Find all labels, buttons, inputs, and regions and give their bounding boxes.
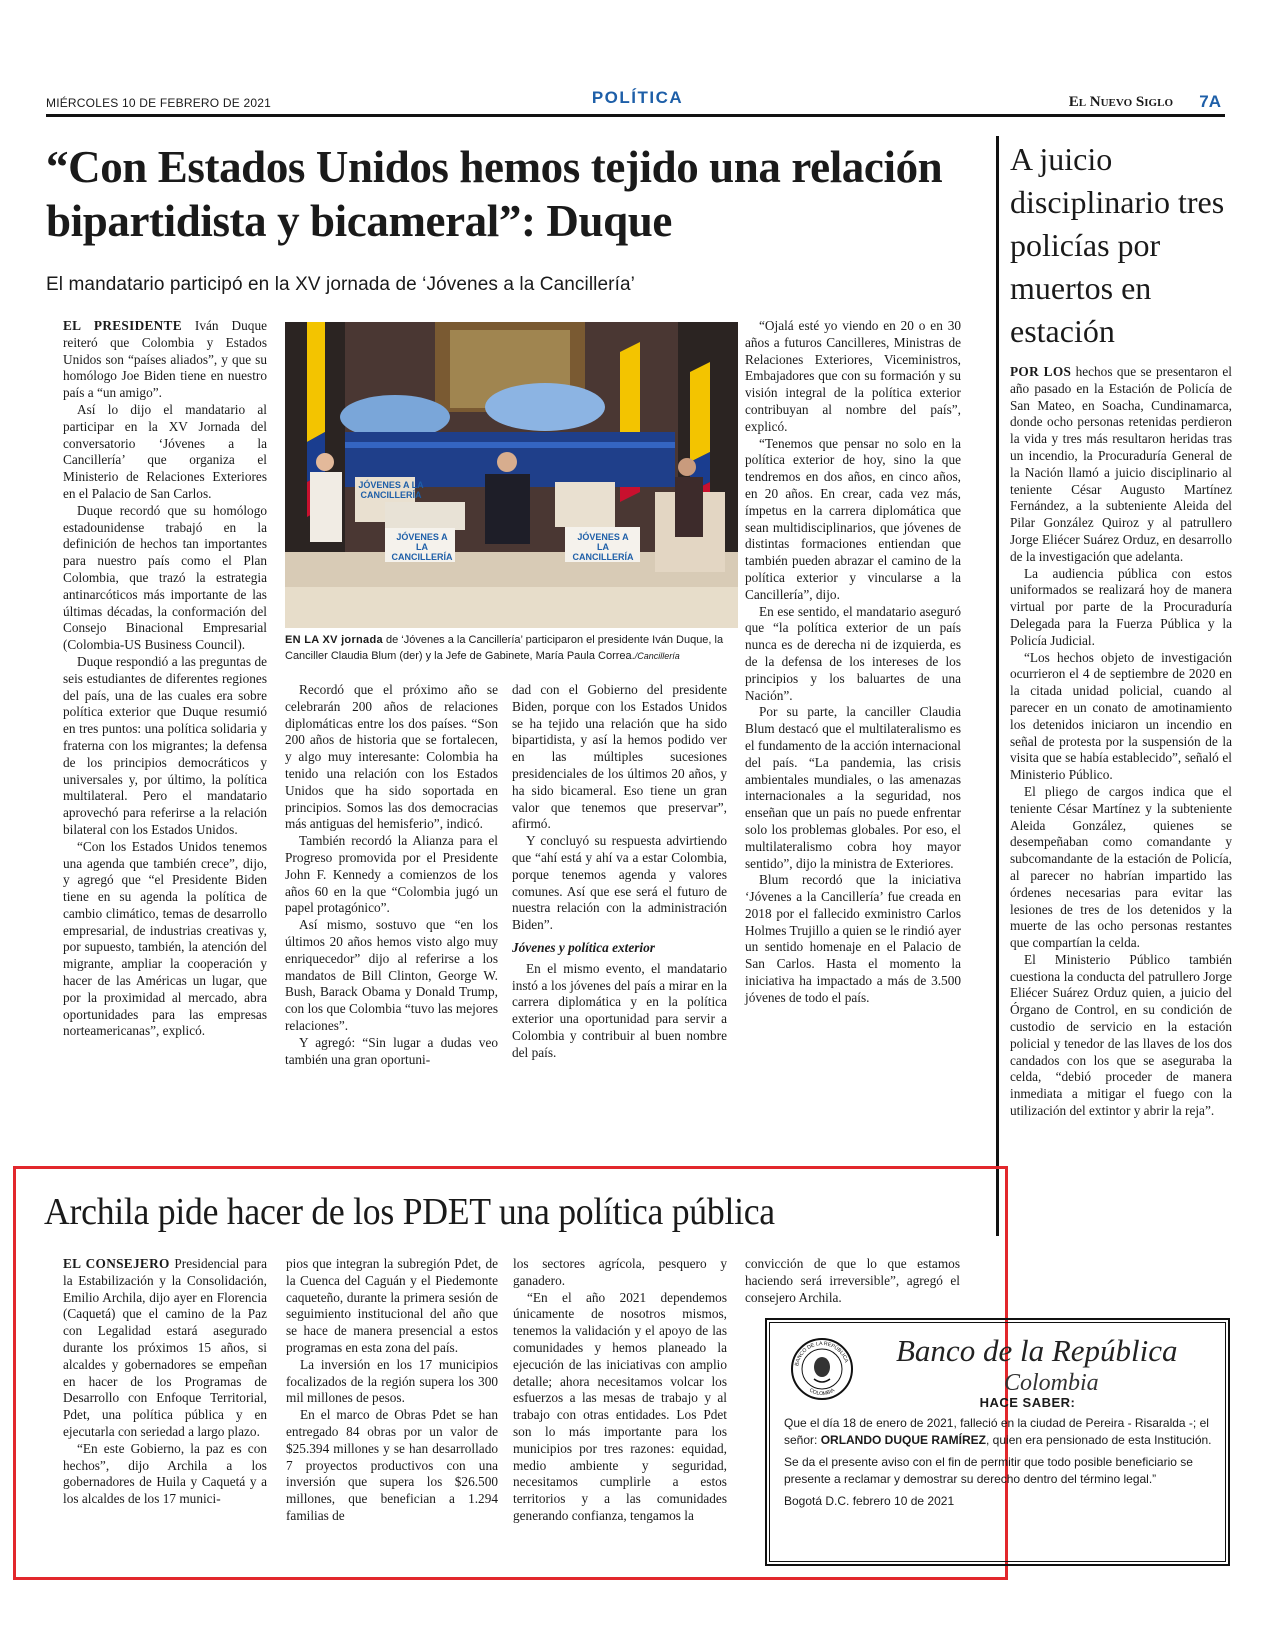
- issue-date: MIÉRCOLES 10 DE FEBRERO DE 2021: [46, 96, 271, 110]
- notice-paragraph: Se da el presente aviso con el fin de permitir que todo posible beneficiario se presente a reclamar y demostrar su derecho dentro del término legal.”: [784, 1455, 1193, 1486]
- notice-title: HACE SABER:: [979, 1395, 1076, 1410]
- archila-column-1: [63, 1256, 267, 1508]
- main-column-4: [745, 318, 961, 1007]
- page-number: 7A: [1199, 92, 1221, 111]
- archila-headline: Archila pide hacer de los PDET una política pública: [44, 1191, 775, 1233]
- paragraph: EL PRESIDENTE Iván Duque reiteró que Colombia y Estados Unidos son “países aliados”, y que su homólogo Joe Biden tiene en nuestro país a “un amigo”.: [63, 318, 267, 401]
- event-photo: [285, 322, 738, 628]
- paragraph: dad con el Gobierno del presidente Biden, porque con los Estados Unidos se ha tejido una relación que ha sido bipartidista, y así la hemos podido ver en las múltiples sucesiones presidenciales de los últimos 20 años, y ha sido bicameral. Eso tiene un gran valor que tenemos que preservar”, afirmó.: [512, 682, 727, 832]
- paragraph: los sectores agrícola, pesquero y ganadero.: [513, 1256, 727, 1288]
- lead-in: POR LOS: [1010, 364, 1072, 379]
- paragraph: Así mismo, sostuvo que “en los últimos 20 años hemos visto algo muy enriquecedor” dijo al referirse a los mandatos de Bill Clinton, George W. Bush, Barack Obama y Donald Trump, con los que Colombia “tuvo las mejores relaciones”.: [285, 917, 498, 1033]
- main-column-1: [63, 318, 267, 1040]
- paragraph: “Tenemos que pensar no solo en la política exterior de hoy, sino la que tendremos en dos años, en cinco años, en 20 años. En crear, cada vez más, ímpetus en la carrera diplomática que sean multidisciplinarios, que jóvenes de distintas formaciones entiendan que también pueden abrazar el camino de la política exterior y vincularse a la Cancillería”, dijo.: [745, 435, 961, 602]
- archila-column-2: [286, 1256, 498, 1525]
- deceased-name: ORLANDO DUQUE RAMÍREZ: [820, 1432, 987, 1447]
- side-headline: A juicio disciplinario tres policías por muertos en estación: [1010, 141, 1225, 349]
- paragraph: Blum recordó que la iniciativa ‘Jóvenes a la Cancillería’ fue creada en 2018 por el fallecido exministro Carlos Holmes Trujillo a quien se le rindió ayer un sentido homenaje en el Palacio de San Carlos. Hasta el momento la iniciativa ha impactado a más de 3.500 jóvenes de todo el país.: [745, 872, 961, 1005]
- paragraph: POR LOS hechos que se presentaron el año pasado en la Estación de Policía de San Mateo, en Soacha, Cundinamarca, donde ocho personas retenidas perdieron la vida y tres más resultaron heridas tras un incendio, la Procuraduría General de la Nación llamó a juicio disciplinario al teniente César Augusto Martínez Fernández, a la subteniente Aleida del Pilar González Quiroz y al patrullero Jorge Eliécer Suárez Orduz, en desarrollo de la investigación que adelanta.: [1010, 364, 1232, 564]
- paragraph: EL CONSEJERO Presidencial para la Estabilización y la Consolidación, Emilio Archila, dijo ayer en Florencia (Caquetá) que el camino de la Paz con Legalidad estará asegurado durante los próximos 15 años, si alcaldes y gobernadores se empeñan en hacer de los Programas de Desarrollo con Enfoque Territorial, Pdet, una política pública y en ejecutarla con seriedad a largo plazo.: [63, 1256, 267, 1439]
- paragraph: “Los hechos objeto de investigación ocurrieron el 4 de septiembre de 2020 en la citada unidad policial, cuando al parecer en un conato de amotinamiento los detenidos iniciaron un incendio en señal de protesta por la suspensión de la visita que se había establecido”, señaló el Ministerio Público.: [1010, 649, 1232, 783]
- section-name: POLÍTICA: [591, 88, 684, 107]
- photo-banner-table-left: JÓVENES A LA CANCILLERÍA: [391, 532, 453, 562]
- main-column-2: [285, 682, 498, 1068]
- paragraph: La audiencia pública con estos uniformados se realizará hoy de manera virtual por parte de la Procuraduría Delegada para la Fuerza Pública y la Policía Judicial.: [1010, 565, 1232, 648]
- column-divider: [996, 136, 999, 1236]
- paragraph: En el mismo evento, el mandatario instó a los jóvenes del país a mirar en la carrera diplomática y en la política exterior una oportunidad para servir a Colombia y contribuir al buen nombre del país.: [512, 960, 727, 1060]
- photo-banner-table-right: JÓVENES A LA CANCILLERÍA: [572, 532, 634, 562]
- photo-credit: /Cancillería: [634, 651, 680, 661]
- paragraph: Así lo dijo el mandatario al participar en la XV Jornada del conversatorio ‘Jóvenes a la Cancillería’ que organiza el Ministerio de Relaciones Exteriores en el Palacio de San Carlos.: [63, 401, 267, 501]
- paragraph: Y agregó: “Sin lugar a dudas veo también una gran oportuni-: [285, 1034, 498, 1067]
- side-article-body: [1010, 364, 1232, 1120]
- paragraph: Recordó que el próximo año se celebrarán 200 años de relaciones diplomáticas entre los dos países. “Son 200 años de historia que se fortalecen, y algo muy interesante: Colombia ha tenido una relación con los Estados Unidos que ha sido soportada en principios. Somos las dos democracias más antiguas del hemisferio”, indicó.: [285, 682, 498, 832]
- paragraph: El pliego de cargos indica que el teniente César Martínez y la subteniente Aleida González, quienes se desempeñaban como comandante y subcomandante de la estación de Policía, al parecer no habrían impartido las órdenes necesarias para evitar las lesiones de tres de los detenidos y la muerte de las ocho personas restantes que compartían la celda.: [1010, 783, 1232, 951]
- event-photo-illustration: [285, 322, 738, 628]
- paragraph: La inversión en los 17 municipios focalizados de la región supera los 300 mil millones de pesos.: [286, 1356, 498, 1406]
- main-headline: “Con Estados Unidos hemos tejido una relación bipartidista y bicameral”: Duque: [46, 142, 943, 246]
- seal-bottom-text: COLOMBIA: [808, 1387, 836, 1398]
- lead-in: EL CONSEJERO: [63, 1256, 170, 1271]
- archila-column-3: [513, 1256, 727, 1525]
- main-column-3: [512, 682, 727, 1062]
- photo-banner-left: JÓVENES A LA CANCILLERÍA: [358, 480, 424, 500]
- paragraph: También recordó la Alianza para el Progreso promovida por el Presidente John F. Kennedy a comienzos de los años 60 en la que “Colombia jugó un papel protagónico”.: [285, 833, 498, 916]
- paragraph: Duque recordó que su homólogo estadounidense trabajó en la definición de hechos tan importantes para nuestro país como el Plan Colombia, que trazó la estrategia antinarcóticos más importante de las últimas décadas, la conformación del Consejo Binacional Empresarial (Colombia-US Business Council).: [63, 502, 267, 653]
- paragraph: Duque respondió a las preguntas de seis estudiantes de diferentes regiones del país, una de las cuales era sobre política exterior que Duque resumió en tres puntos: una política solidaria y fraterna con los migrantes; la defensa de los principios democráticos y universales y, por último, la política multilateral. Pero el mandatario aprovechó para referirse a la relación bilateral con los Estados Unidos.: [63, 653, 267, 837]
- bank-country: Colombia: [1004, 1370, 1099, 1396]
- paragraph: “Ojalá esté yo viendo en 20 o en 30 años a futuros Cancilleres, Ministras de Relaciones Exteriores, Viceministros, Embajadores que con su formación y su visión integral de la política exterior contribuyan al nombre del país”, explicó.: [745, 318, 961, 434]
- notice-body: [784, 1415, 1212, 1516]
- notice-paragraph: Que el día 18 de enero de 2021, falleció en la ciudad de Pereira - Risaralda -; el señor: ORLANDO DUQUE RAMÍREZ, quien era pensionado de esta Institución.: [784, 1416, 1212, 1447]
- main-deck: El mandatario participó en la XV jornada de ‘Jóvenes a la Cancillería’: [46, 274, 635, 295]
- paragraph: “En el año 2021 dependemos únicamente de nosotros mismos, tenemos la validación y el apoyo de las comunidades y hemos planeado la ejecución de las iniciativas con amplio detalle; ahora necesitamos volcar los esfuerzos a las mesas de trabajo y al trabajo con otras entidades. Los Pdet son lo más importante para los municipios por tres razones: equidad, medio ambiente y seguridad, necesitamos cumplirle a estos territorios y a las comunidades generando confianza, tengamos la: [513, 1289, 727, 1523]
- paragraph: Y concluyó su respuesta advirtiendo que “ahí está y ahí va a estar Colombia, porque tenemos agenda y valores comunes. Así que ese será el futuro de nuestra relación con la administración Biden”.: [512, 833, 727, 933]
- paragraph: En ese sentido, el mandatario aseguró que “la política exterior de un país nunca es de derecha ni de izquierda, es de la defensa de los intereses de los principios y los baluartes de una Nación”.: [745, 603, 961, 703]
- paragraph: En el marco de Obras Pdet se han entregado 84 obras por un valor de $25.394 millones y se han desarrollado 7 proyectos productivos con una inversión que supera los $26.500 millones, que benefician a 1.294 familias de: [286, 1407, 498, 1523]
- bank-name: Banco de la República: [896, 1333, 1178, 1368]
- notice-signature: Bogotá D.C. febrero 10 de 2021: [784, 1494, 955, 1508]
- newspaper-name: El Nuevo Siglo: [1068, 94, 1173, 110]
- bank-seal-icon: [790, 1337, 854, 1401]
- header-rule: [46, 114, 1225, 117]
- subheading: Jóvenes y política exterior: [512, 939, 655, 955]
- photo-caption: EN LA XV jornada de ‘Jóvenes a la Cancillería’ participaron el presidente Iván Duque, la Canciller Claudia Blum (der) y la Jefe de Gabinete, María Paula Correa./Cancillería: [285, 634, 724, 662]
- paragraph: convicción de que lo que estamos haciendo será irreversible”, agregó el consejero Archila.: [745, 1256, 960, 1305]
- bank-notice: [769, 1322, 1226, 1562]
- paragraph: Por su parte, la canciller Claudia Blum destacó que el multilateralismo es el fundamento de la acción internacional del país. “La pandemia, las crisis ambientales mundiales, o las amenazas internacionales a la seguridad, nos enseñan que un país no puede enfrentar solo los problemas globales. Por eso, el multilateralismo cobra hoy mayor sentido”, dijo la ministra de Exteriores.: [745, 704, 961, 871]
- paragraph: “En este Gobierno, la paz es con hechos”, dijo Archila a los gobernadores de Huila y Caquetá y a los alcaldes de los 17 munici-: [63, 1440, 267, 1507]
- paragraph: “Con los Estados Unidos tenemos una agenda que también crece”, dijo, y agregó que “el Presidente Biden tiene en su agenda la política de cambio climático, temas de desarrollo empresarial, de industrias creativas y, por supuesto, también, la atención del migrante, ampliar la cooperación y hacer de las Américas un lugar, que por la proximidad al mercado, abra oportunidades para las empresas norteamericanas”, explicó.: [63, 838, 267, 1039]
- lead-in: EL PRESIDENTE: [63, 318, 182, 333]
- paragraph: El Ministerio Público también cuestiona la conducta del patrullero Jorge Eliécer Suárez Orduz quien, a juicio del Órgano de Control, en su condición de custodio de servicio en la estación policial y tenedor de las llaves de los dos candados con los que se aseguraba la celda, “debió proceder de manera inmediata a mitigar el fuego con la utilización del extintor y abrir la reja”.: [1010, 951, 1232, 1119]
- archila-column-4: [745, 1256, 960, 1306]
- paragraph: pios que integran la subregión Pdet, de la Cuenca del Caguán y el Piedemonte caqueteño, durante la primera sesión de seguimiento institucional del año que se hace de manera presencial a estos programas en esta zona del país.: [286, 1256, 498, 1355]
- seal-top-text: BANCO DE LA REPÚBLICA: [794, 1340, 850, 1367]
